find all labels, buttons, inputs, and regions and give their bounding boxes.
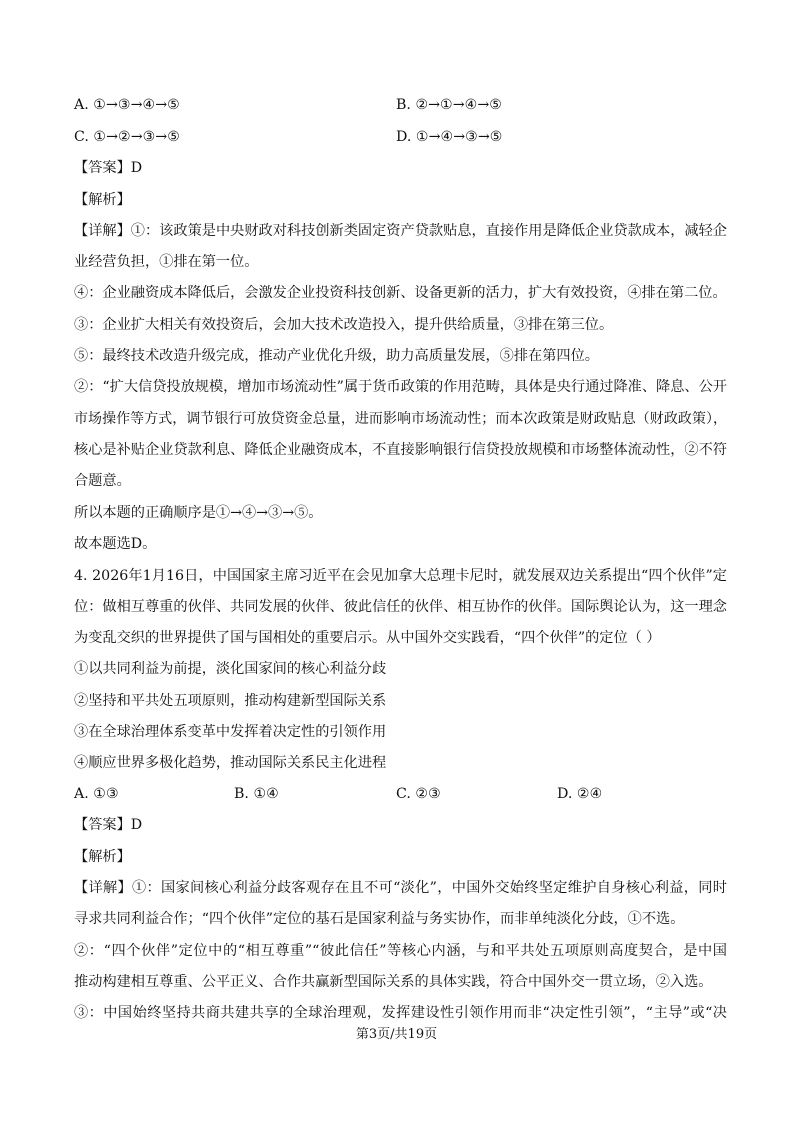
detail-line: 推动构建相互尊重、公平正义、合作共赢新型国际关系的具体实践，符合中国外交一贯立场，②入选。 — [74, 974, 713, 990]
detail-line: ③：中国始终坚持共商共建共享的全球治理观，发挥建设性引领作用而非“决定性引领”，“主导”或“决 — [74, 1005, 727, 1021]
detail-line: 【详解】①：国家间核心利益分歧客观存在且不可“淡化”，中国外交始终坚定维护自身核心利益，同时 — [74, 880, 727, 896]
analysis-label: 【解析】 — [74, 849, 131, 865]
detail-line: 业经营负担，①排在第一位。 — [74, 254, 259, 270]
option-b: B. ①④ — [234, 786, 279, 802]
option-c: C. ②③ — [396, 786, 441, 802]
page-number: 第3页/共19页 — [355, 1027, 438, 1042]
detail-line: 市场操作等方式，调节银行可放贷资金总量，进而影响市场流动性；而本次政策是财政贴息（财政政策）， — [74, 411, 727, 427]
detail-line: 寻求共同利益合作；“四个伙伴”定位的基石是国家利益与务实协作，而非单纯淡化分歧，①不选。 — [74, 911, 685, 927]
detail-line: 合题意。 — [74, 473, 131, 489]
statement-item: ④顺应世界多极化趋势，推动国际关系民主化进程 — [74, 755, 387, 771]
statement-item: ①以共同利益为前提，淡化国家间的核心利益分歧 — [74, 661, 387, 677]
statement-item: ③在全球治理体系变革中发挥着决定性的引领作用 — [74, 724, 387, 740]
option-d: D. ②④ — [557, 786, 603, 802]
conclusion-line: 所以本题的正确顺序是①→④→③→⑤。 — [74, 505, 323, 521]
question-stem: 4. 2026年1月16日，中国国家主席习近平在会见加拿大总理卡尼时，就发展双边关系提出“四个伙伴”定 — [74, 568, 727, 584]
detail-line: ④：企业融资成本降低后，会激发企业投资科技创新、设备更新的活力，扩大有效投资，④排在第二位。 — [74, 285, 727, 301]
statement-item: ②坚持和平共处五项原则，推动构建新型国际关系 — [74, 693, 387, 709]
answer-label: 【答案】D — [74, 160, 143, 176]
option-a: A. ①③ — [74, 786, 119, 802]
detail-line: ⑤：最终技术改造升级完成，推动产业优化升级，助力高质量发展，⑤排在第四位。 — [74, 348, 599, 364]
option-b: B. ②→①→④→⑤ — [396, 97, 502, 113]
detail-line: ②：“扩大信贷投放规模，增加市场流动性”属于货币政策的作用范畴，具体是央行通过降准、降息、公开 — [74, 379, 727, 395]
question-stem: 为变乱交织的世界提供了国与国相处的重要启示。从中国外交实践看，“四个伙伴”的定位（ ） — [74, 630, 661, 646]
conclusion-line: 故本题选D。 — [74, 536, 157, 552]
analysis-label: 【解析】 — [74, 192, 131, 208]
option-d: D. ①→④→③→⑤ — [396, 129, 503, 145]
option-a: A. ①→③→④→⑤ — [74, 97, 180, 113]
detail-line: 核心是补贴企业贷款利息、降低企业融资成本，不直接影响银行信贷投放规模和市场整体流动性，②不符 — [74, 442, 727, 458]
option-c: C. ①→②→③→⑤ — [74, 129, 180, 145]
detail-line: ③：企业扩大相关有效投资后，会加大技术改造投入，提升供给质量，③排在第三位。 — [74, 317, 614, 333]
detail-line: 【详解】①：该政策是中央财政对科技创新类固定资产贷款贴息，直接作用是降低企业贷款成本，减轻企 — [74, 223, 727, 239]
answer-label: 【答案】D — [74, 817, 143, 833]
detail-line: ②：“四个伙伴”定位中的“相互尊重”“彼此信任”等核心内涵，与和平共处五项原则高度契合，是中国 — [74, 943, 727, 959]
question-stem: 位：做相互尊重的伙伴、共同发展的伙伴、彼此信任的伙伴、相互协作的伙伴。国际舆论认为，这一理念 — [74, 599, 727, 615]
